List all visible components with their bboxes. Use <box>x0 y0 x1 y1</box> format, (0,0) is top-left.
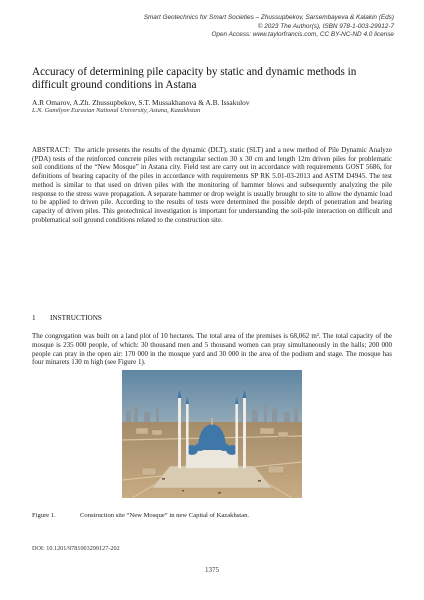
header-license: Open Access: www.taylorfrancis.com, CC BY-NC-ND 4.0 license <box>211 31 394 39</box>
paper-affiliation: L.N. Gumilyov Eurasian National University, Astana, Kazakhstan <box>32 107 201 114</box>
page-number: 1375 <box>205 566 219 574</box>
mosque-photo-illustration <box>122 370 302 498</box>
abstract <box>32 146 392 224</box>
figure-caption <box>32 512 392 520</box>
intro-paragraph: The congregation was built on a land plot of 10 hectares. The total area of the premises is 68,062 m². The total capacity of the mosque is 235 000 people, of which: 30 thousand men and 5 thousand women can pray simultaneously in the halls; 200 000 people can pray in the open air: 170 000 in the mosque yard and 30 000 in the area of the podium and stage. The mosque has four minarets 130 m high (see Figure 1). <box>32 332 392 367</box>
running-header <box>34 14 394 40</box>
mosque-courtyard <box>152 466 272 488</box>
section-heading <box>32 314 392 323</box>
dome-crescent <box>211 418 212 425</box>
section-title: INSTRUCTIONS <box>50 314 102 322</box>
figure-label: Figure 1. <box>32 512 56 519</box>
section-number: 1 <box>32 314 36 322</box>
header-copyright: © 2023 The Author(s), ISBN 978-1-003-29912-7 <box>257 22 394 30</box>
abstract-label: ABSTRACT: <box>32 146 71 154</box>
abstract-text: The article presents the results of the dynamic (DLT), static (SLT) and a new method of Pile Dynamic Analyze (PDA) tests of the reinforced concrete piles with rectangular section 30 x 30 cm and length 12m driven piles for problematic soil conditions of the “New Mosque” in Astana city. Field test are carry out in accordance with requirements GOST 5686, for definitions of bearing capacity of the piles in accordance with requirements SP RK 5.01-03-2013 and ASTM D4945. The test method is similar to that used on driven piles with the monitoring of hammer blows and subsequently analyzing the pile response to the stress wave propagation. A separate hammer or drop weight is usually brought to site to allow the dynamic load to be applied to driven pile. According to the results of tests were determined the possible depth of penetration and bearing capacity of driven piles. This geotechnical investigation is important for understanding the soil-pile interaction on difficult and problematical soil ground conditions related to the construction site. <box>32 146 392 224</box>
paper-authors: A.R Omarov, A.Zh. Zhussupbekov, S.T. Mussakhanova & A.B. Issakulov <box>32 98 250 107</box>
doi: DOI: 10.1201/9781003299127-202 <box>32 545 120 552</box>
paper-title: Accuracy of determining pile capacity by static and dynamic methods in difficult ground conditions in Astana <box>32 66 357 92</box>
mosque-photo <box>122 370 302 498</box>
header-editors: Smart Geotechnics for Smart Societies – Zhussupbekov, Sarsembayeva & Kalakin (Eds) <box>143 14 394 21</box>
figure-caption-text: Construction site “New Mosque” in new Capital of Kazakhstan. <box>80 512 250 519</box>
